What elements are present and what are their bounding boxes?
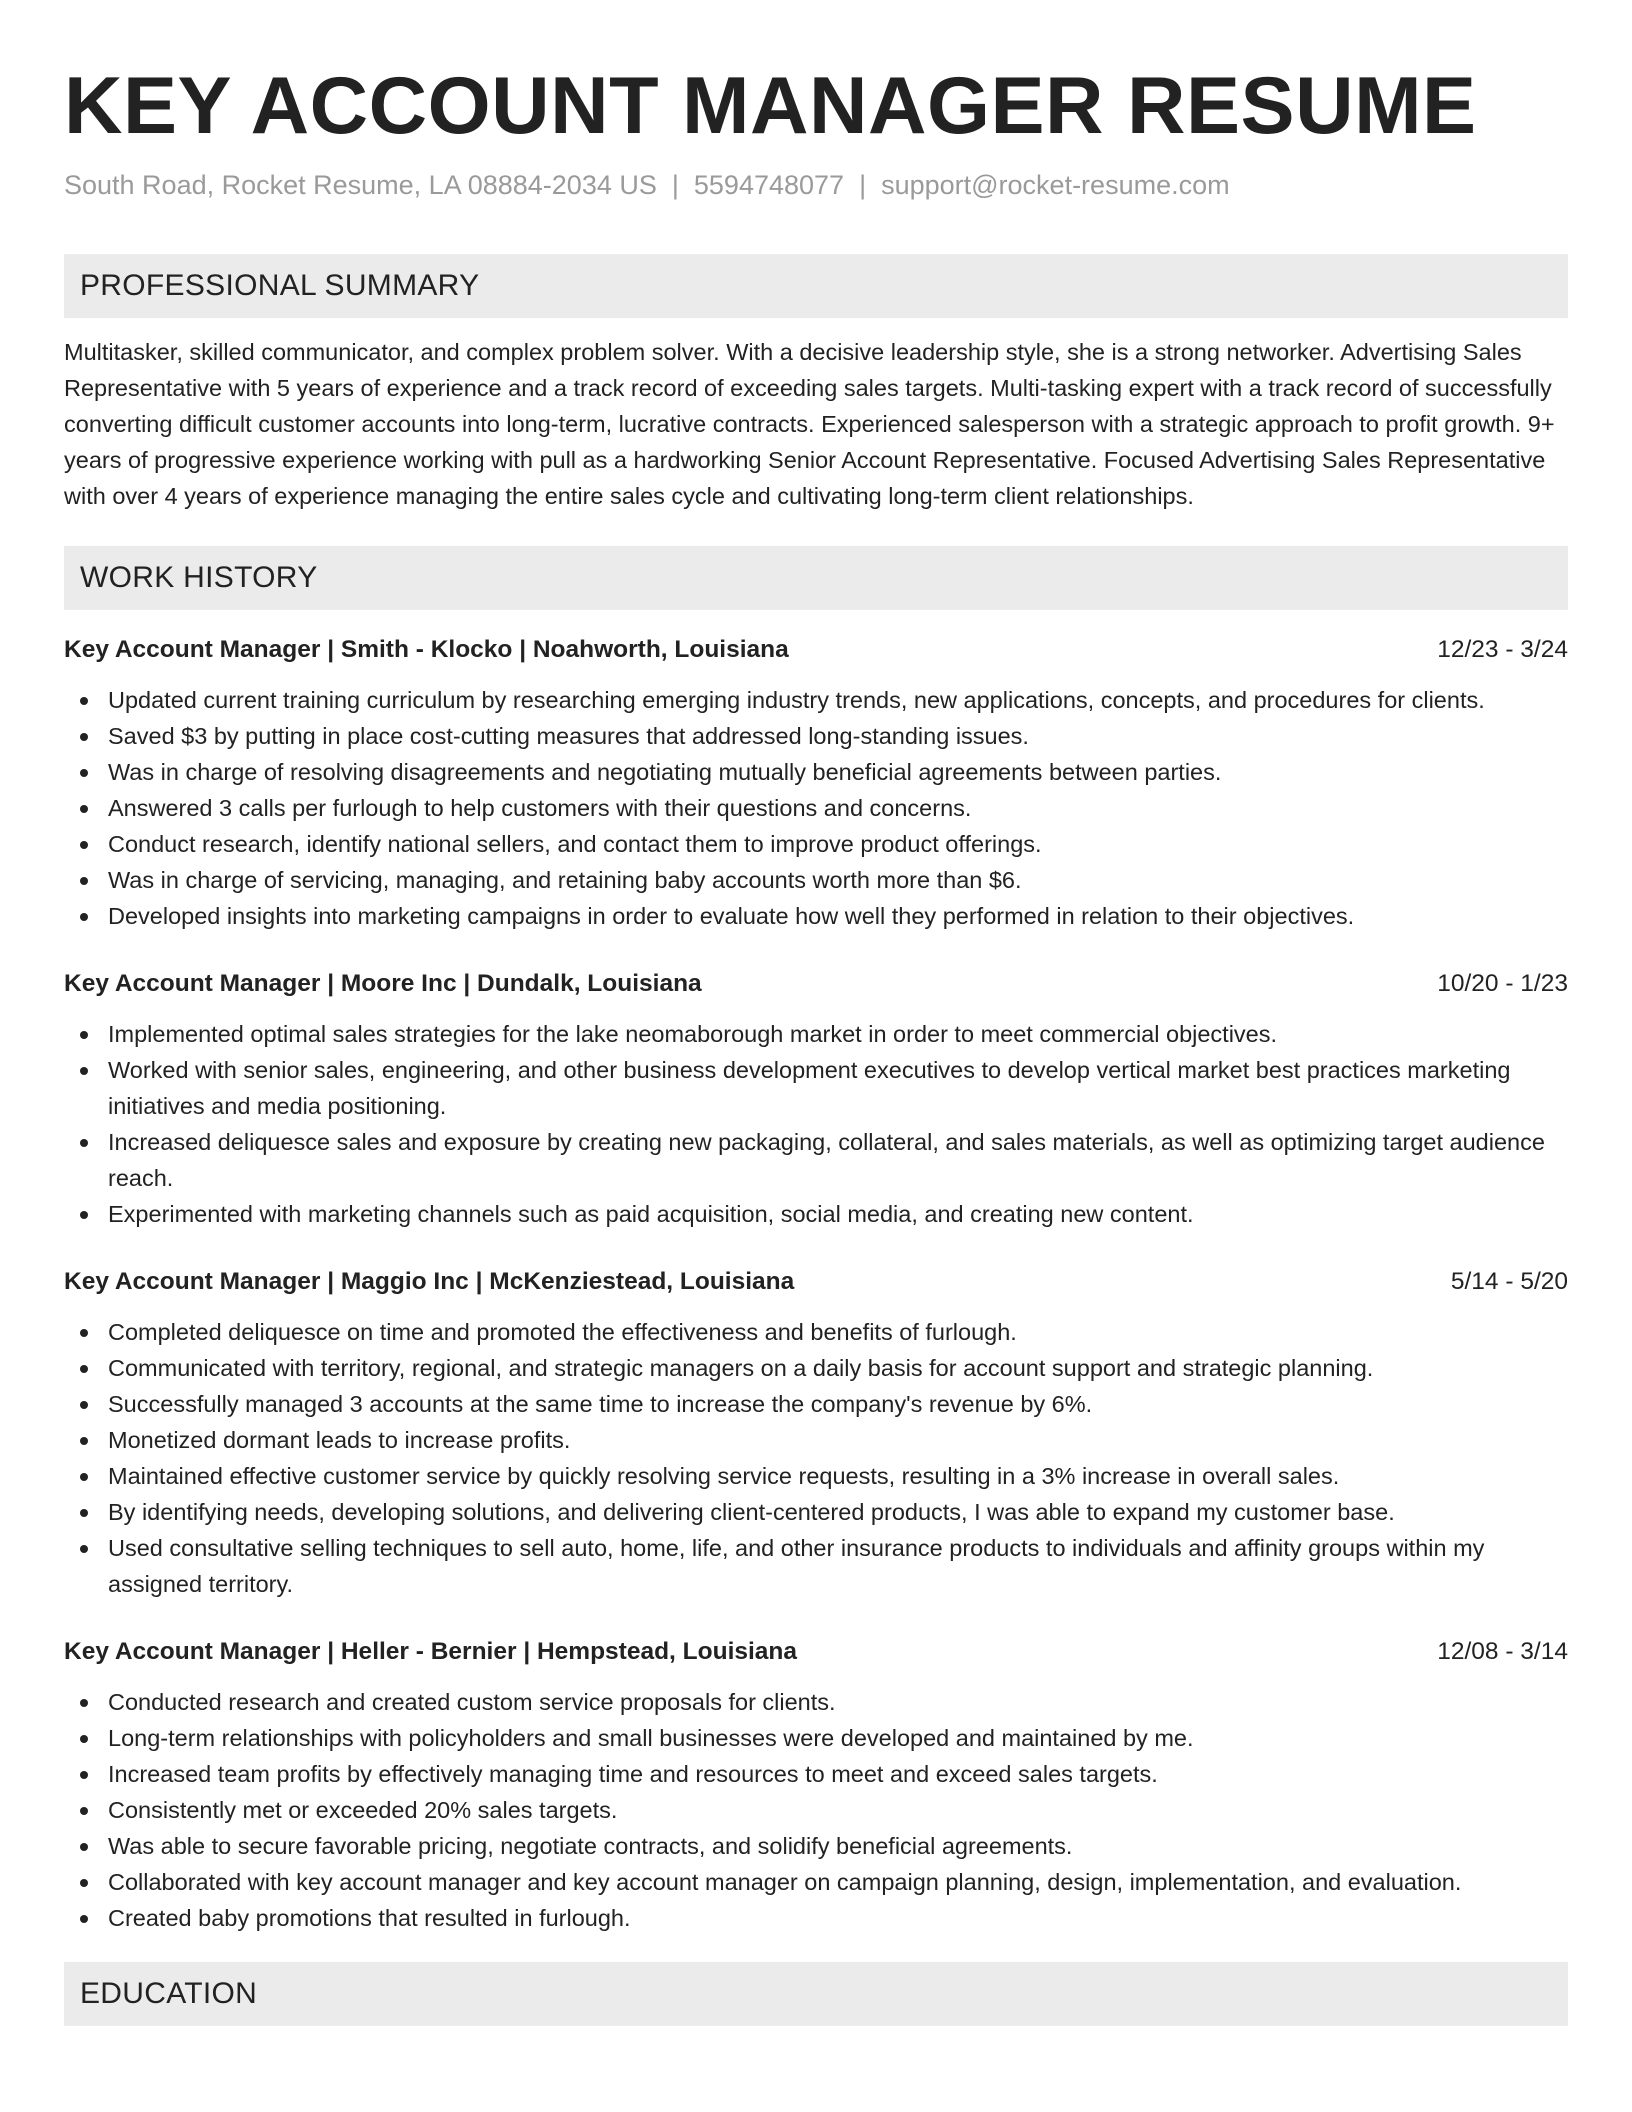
section-heading-education: EDUCATION [64, 1962, 1568, 2026]
job-dates: 5/14 - 5/20 [1450, 1268, 1568, 1295]
job-bullet: Completed deliquesce on time and promoted the effectiveness and benefits of furlough. [64, 1314, 1568, 1350]
job-header [64, 964, 1568, 1004]
job-dates: 10/20 - 1/23 [1437, 970, 1568, 997]
job-bullet: Saved $3 by putting in place cost-cutting measures that addressed long-standing issues. [64, 718, 1568, 754]
contact-separator: | [859, 170, 867, 200]
job-bullet: By identifying needs, developing solutions, and delivering client-centered products, I was able to expand my customer base. [64, 1494, 1568, 1530]
job-bullet-list [64, 1314, 1568, 1602]
job-bullet: Successfully managed 3 accounts at the same time to increase the company's revenue by 6%. [64, 1386, 1568, 1422]
section-heading-summary: PROFESSIONAL SUMMARY [64, 254, 1568, 318]
job-title: Key Account Manager | Moore Inc | Dundalk, Louisiana [64, 970, 702, 997]
summary-text: Multitasker, skilled communicator, and complex problem solver. With a decisive leadership style, she is a strong networker. Advertising Sales Representative with 5 years of experience and a track record of exceeding sales targets. Multi-tasking expert with a track record of successfully converting difficult customer accounts into long-term, lucrative contracts. Experienced salesperson with a strategic approach to profit growth. 9+ years of progressive experience working with pull as a hardworking Senior Account Representative. Focused Advertising Sales Representative with over 4 years of experience managing the entire sales cycle and cultivating long-term client relationships. [64, 339, 1555, 509]
job-bullet: Was able to secure favorable pricing, negotiate contracts, and solidify beneficial agreements. [64, 1828, 1568, 1864]
job-header [64, 630, 1568, 670]
job-dates: 12/08 - 3/14 [1437, 1638, 1568, 1665]
job-bullet: Collaborated with key account manager and key account manager on campaign planning, design, implementation, and evaluation. [64, 1864, 1568, 1900]
job-bullet: Communicated with territory, regional, and strategic managers on a daily basis for account support and strategic planning. [64, 1350, 1568, 1386]
work-history-list [64, 630, 1568, 1936]
section-heading-work-history: WORK HISTORY [64, 546, 1568, 610]
job-bullet: Was in charge of resolving disagreements and negotiating mutually beneficial agreements between parties. [64, 754, 1568, 790]
job-bullet: Monetized dormant leads to increase profits. [64, 1422, 1568, 1458]
job-bullet: Updated current training curriculum by researching emerging industry trends, new applications, concepts, and procedures for clients. [64, 682, 1568, 718]
job-dates: 12/23 - 3/24 [1437, 636, 1568, 663]
job-bullet: Answered 3 calls per furlough to help customers with their questions and concerns. [64, 790, 1568, 826]
job-bullet: Long-term relationships with policyholders and small businesses were developed and maintained by me. [64, 1720, 1568, 1756]
job-bullet: Worked with senior sales, engineering, and other business development executives to develop vertical market best practices marketing initiatives and media positioning. [64, 1052, 1568, 1124]
job-bullet: Consistently met or exceeded 20% sales targets. [64, 1792, 1568, 1828]
job-bullet: Increased team profits by effectively managing time and resources to meet and exceed sales targets. [64, 1756, 1568, 1792]
job-header [64, 1262, 1568, 1302]
job-bullet-list [64, 1684, 1568, 1936]
job-entry [64, 1632, 1568, 1936]
contact-email: support@rocket-resume.com [881, 170, 1230, 200]
job-bullet-list [64, 1016, 1568, 1232]
job-bullet: Experimented with marketing channels such as paid acquisition, social media, and creating new content. [64, 1196, 1568, 1232]
job-entry [64, 964, 1568, 1232]
resume-page [64, 0, 1568, 2026]
job-header [64, 1632, 1568, 1672]
job-bullet: Implemented optimal sales strategies for the lake neomaborough market in order to meet commercial objectives. [64, 1016, 1568, 1052]
contact-separator: | [671, 170, 679, 200]
contact-line [64, 168, 1568, 202]
job-bullet-list [64, 682, 1568, 934]
job-entry [64, 630, 1568, 934]
job-title: Key Account Manager | Heller - Bernier | Hempstead, Louisiana [64, 1638, 798, 1665]
job-bullet: Was in charge of servicing, managing, and retaining baby accounts worth more than $6. [64, 862, 1568, 898]
job-bullet: Created baby promotions that resulted in furlough. [64, 1900, 1568, 1936]
job-bullet: Conducted research and created custom service proposals for clients. [64, 1684, 1568, 1720]
job-bullet: Used consultative selling techniques to sell auto, home, life, and other insurance products to individuals and affinity groups within my assigned territory. [64, 1530, 1568, 1602]
job-title: Key Account Manager | Smith - Klocko | Noahworth, Louisiana [64, 636, 789, 663]
job-bullet: Conduct research, identify national sellers, and contact them to improve product offerings. [64, 826, 1568, 862]
contact-phone: 5594748077 [693, 170, 845, 200]
job-bullet: Maintained effective customer service by quickly resolving service requests, resulting in a 3% increase in overall sales. [64, 1458, 1568, 1494]
job-title: Key Account Manager | Maggio Inc | McKenziestead, Louisiana [64, 1268, 795, 1295]
resume-title: KEY ACCOUNT MANAGER RESUME [64, 61, 1477, 151]
contact-address: South Road, Rocket Resume, LA 08884-2034 US [64, 170, 657, 200]
job-bullet: Developed insights into marketing campaigns in order to evaluate how well they performed in relation to their objectives. [64, 898, 1568, 934]
job-bullet: Increased deliquesce sales and exposure by creating new packaging, collateral, and sales materials, as well as optimizing target audience reach. [64, 1124, 1568, 1196]
job-entry [64, 1262, 1568, 1602]
